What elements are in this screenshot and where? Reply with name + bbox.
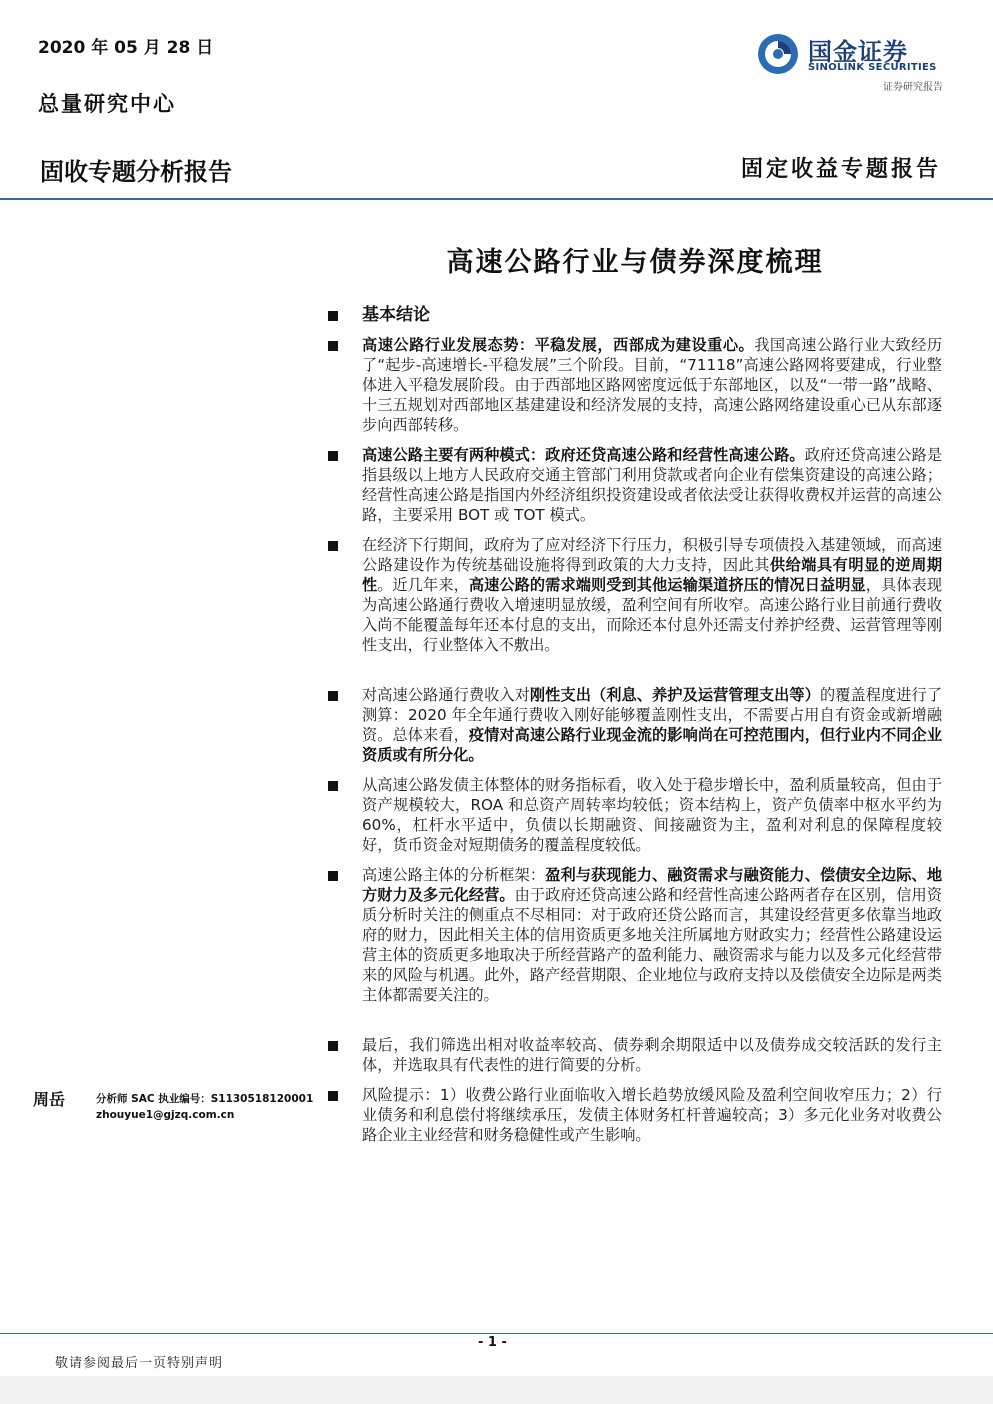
bullet-square-icon — [328, 1091, 338, 1101]
logo-text-en: SINOLINK SECURITIES — [808, 62, 937, 73]
conclusion-text: 高速公路主体的分析框架：盈利与获现能力、融资需求与融资能力、偿债安全边际、地方财力及多元化经营。由于政府还贷高速公路和经营性高速公路两者存在区别，信用资质分析时关注的侧重点不尽相同：对于政府还贷公路而言，其建设经营更多依靠当地政府的财力，因此相关主体的信用资质更多地关注所属地方财政实力；经营性公路建设运营主体的资质更多地取决于所经营路产的盈利能力、融资需求与能力以及多元化经营带来的风险与机遇。此外，路产经营期限、企业地位与政府支持以及偿债安全边际是两类主体都需要关注的。 — [362, 866, 943, 1004]
report-category: 固定收益专题报告 — [740, 156, 941, 182]
bullet-square-icon — [328, 691, 338, 701]
page-number: - 1 - — [478, 1335, 507, 1350]
conclusion-text: 高速公路主要有两种模式：政府还贷高速公路和经营性高速公路。政府还贷高速公路是指县级以上地方人民政府交通主管部门利用贷款或者向企业有偿集资建设的高速公路；经营性高速公路是指国内外经济组织投资建设或者依法受让获得收费权并运营的高速公路，主要采用 BOT 或 TOT 模式。 — [362, 446, 943, 524]
conclusion-text: 高速公路行业发展态势：平稳发展，西部成为建设重心。我国高速公路行业大致经历了“起步-高速增长-平稳发展”三个阶段。目前，“71118”高速公路网将要建成，行业整体进入平稳发展阶段。由于西部地区路网密度远低于东部地区，以及“一带一路”战略、十三五规划对西部地区基建建设和经济发展的支持，高速公路网络建设重心已从东部逐步向西部转移。 — [362, 336, 943, 434]
conclusion-text: 最后，我们筛选出相对收益率较高、债券剩余期限适中以及债券成交较活跃的发行主体，并选取具有代表性的进行简要的分析。 — [362, 1036, 942, 1074]
report-type: 固收专题分析报告 — [40, 158, 232, 186]
conclusion-text: 风险提示：1）收费公路行业面临收入增长趋势放缓风险及盈利空间收窄压力；2）行业债务和利息偿付将继续承压，发债主体财务杠杆普遍较高；3）多元化业务对收费公路企业主业经营和财务稳健性或产生影响。 — [362, 1086, 942, 1144]
sinolink-logo-icon — [756, 32, 800, 76]
bullet-square-icon — [328, 451, 338, 461]
bullet-square-icon — [328, 311, 338, 321]
bullet-square-icon — [328, 541, 338, 551]
footer-divider — [0, 1333, 993, 1334]
analyst-info — [96, 1091, 313, 1123]
analyst-sac-number: 分析师 SAC 执业编号：S1130518120001 — [96, 1093, 314, 1105]
disclaimer-note: 敬请参阅最后一页特别声明 — [55, 1356, 224, 1371]
bullet-square-icon — [328, 1041, 338, 1051]
report-title: 高速公路行业与债券深度梳理 — [446, 247, 824, 278]
bullet-square-icon — [328, 781, 338, 791]
conclusion-text: 对高速公路通行费收入对刚性支出（利息、养护及运营管理支出等）的覆盖程度进行了测算：2020 年全年通行费收入刚好能够覆盖刚性支出，不需要占用自有资金或新增融资。总体来看，疫情对高速公路行业现金流的影响尚在可控范围内，但行业内不同企业资质或有所分化。 — [362, 686, 943, 764]
conclusion-text: 基本结论 — [362, 305, 430, 325]
company-logo — [756, 30, 946, 80]
analyst-email[interactable]: zhouyue1@gjzq.com.cn — [96, 1109, 235, 1121]
header-divider — [0, 198, 993, 200]
conclusion-text: 从高速公路发债主体整体的财务指标看，收入处于稳步增长中，盈利质量较高，但由于资产规模较大，ROA 和总资产周转率均较低；资本结构上，资产负债率中枢水平约为 60%，杠杆水平适中，负债以长期融资、间接融资为主，盈利对利息的保障程度较好，货币资金对短期债务的覆盖程度较低。 — [362, 776, 942, 854]
page-bottom-band — [0, 1376, 993, 1404]
bullet-square-icon — [328, 341, 338, 351]
report-date: 2020 年 05 月 28 日 — [38, 38, 214, 58]
logo-text-cn: 国金证券 — [808, 38, 908, 66]
analyst-name: 周岳 — [33, 1090, 66, 1109]
bullet-square-icon — [328, 871, 338, 881]
conclusion-text: 在经济下行期间，政府为了应对经济下行压力，积极引导专项债投入基建领域，而高速公路建设作为传统基础设施将得到政策的大力支持，因此其供给端具有明显的逆周期性。近几年来，高速公路的需求端则受到其他运输渠道挤压的情况日益明显，具体表现为高速公路通行费收入增速明显放缓，盈利空间有所收窄。高速公路行业目前通行费收入尚不能覆盖每年还本付息的支出，而除还本付息外还需支付养护经费、运营管理等刚性支出，行业整体入不敷出。 — [362, 536, 943, 654]
research-center: 总量研究中心 — [38, 91, 176, 116]
logo-subtitle: 证券研究报告 — [883, 82, 943, 93]
